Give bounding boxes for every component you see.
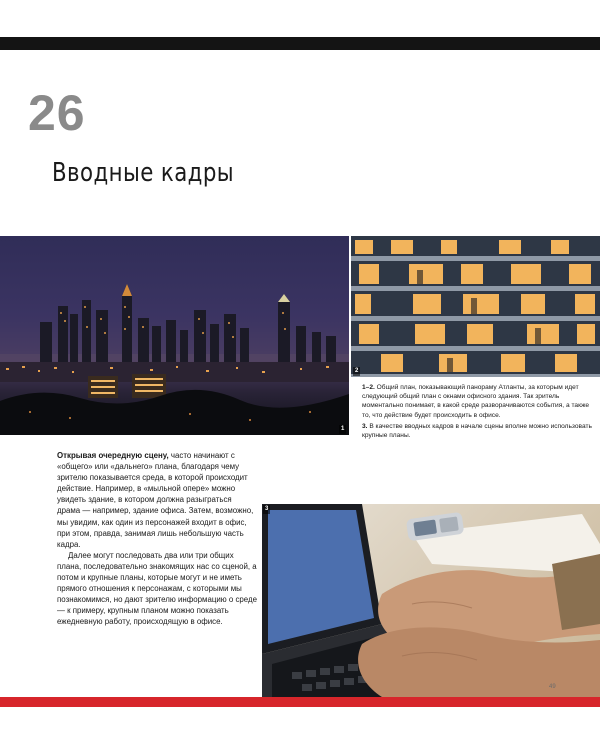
office-windows-illustration [351, 236, 600, 377]
caption-item-2: 3. В качестве вводных кадров в начале сцены вполне можно использовать крупные планы. [362, 422, 592, 440]
body-text [57, 450, 257, 628]
skyline-illustration [0, 236, 349, 435]
chapter-number: 26 [28, 85, 86, 141]
photo-number-3: 3 [265, 506, 269, 512]
laptop-illustration [262, 504, 600, 697]
photo-caption [362, 383, 594, 442]
bottom-red-bar [0, 697, 600, 707]
caption-item-1: 1–2. Общий план, показывающий панораму Атланты, за которым идет следующий общий план с окнами офисного здания. Так зритель моментально понимает, в какой среде разворачиваются события, а также то, что действие будет происходить в офисе. [362, 384, 590, 419]
body-paragraph-2: Далее могут последовать два или три общих плана, последовательно знакомящих нас со сценой, а потом и крупные планы, которые могут и не иметь прямого отношения к персонажам, с которыми мы познакомимся, но дают зрителю информацию о среде — к примеру, крупным планом можно показать ежедневную работу, происходящую в офисе. [57, 550, 257, 627]
page-number: 49 [549, 684, 556, 690]
body-paragraph-1: Открывая очередную сцену, часто начинают с «общего» или «дальнего» плана, благодаря чему зрителю показывается среда, в которой происходит действие. Например, в «мыльной опере» можно увидеть здание, в котором должна разыграться драма — например, здание офиса. Затем, возможно, мы увидим, как один из персонажей входит в офис, при этом, правда, занимая лишь небольшую часть кадра. [57, 451, 254, 549]
bottom-margin [0, 707, 600, 750]
laptop-photo [262, 504, 600, 697]
photo-number-1: 1 [341, 426, 345, 432]
lead-phrase: Открывая очередную сцену, [57, 451, 169, 460]
chapter-title: Вводные кадры [52, 158, 235, 188]
skyline-photo [0, 236, 349, 435]
office-building-photo [351, 236, 600, 377]
top-black-bar [0, 37, 600, 50]
photo-number-2: 2 [355, 368, 359, 374]
